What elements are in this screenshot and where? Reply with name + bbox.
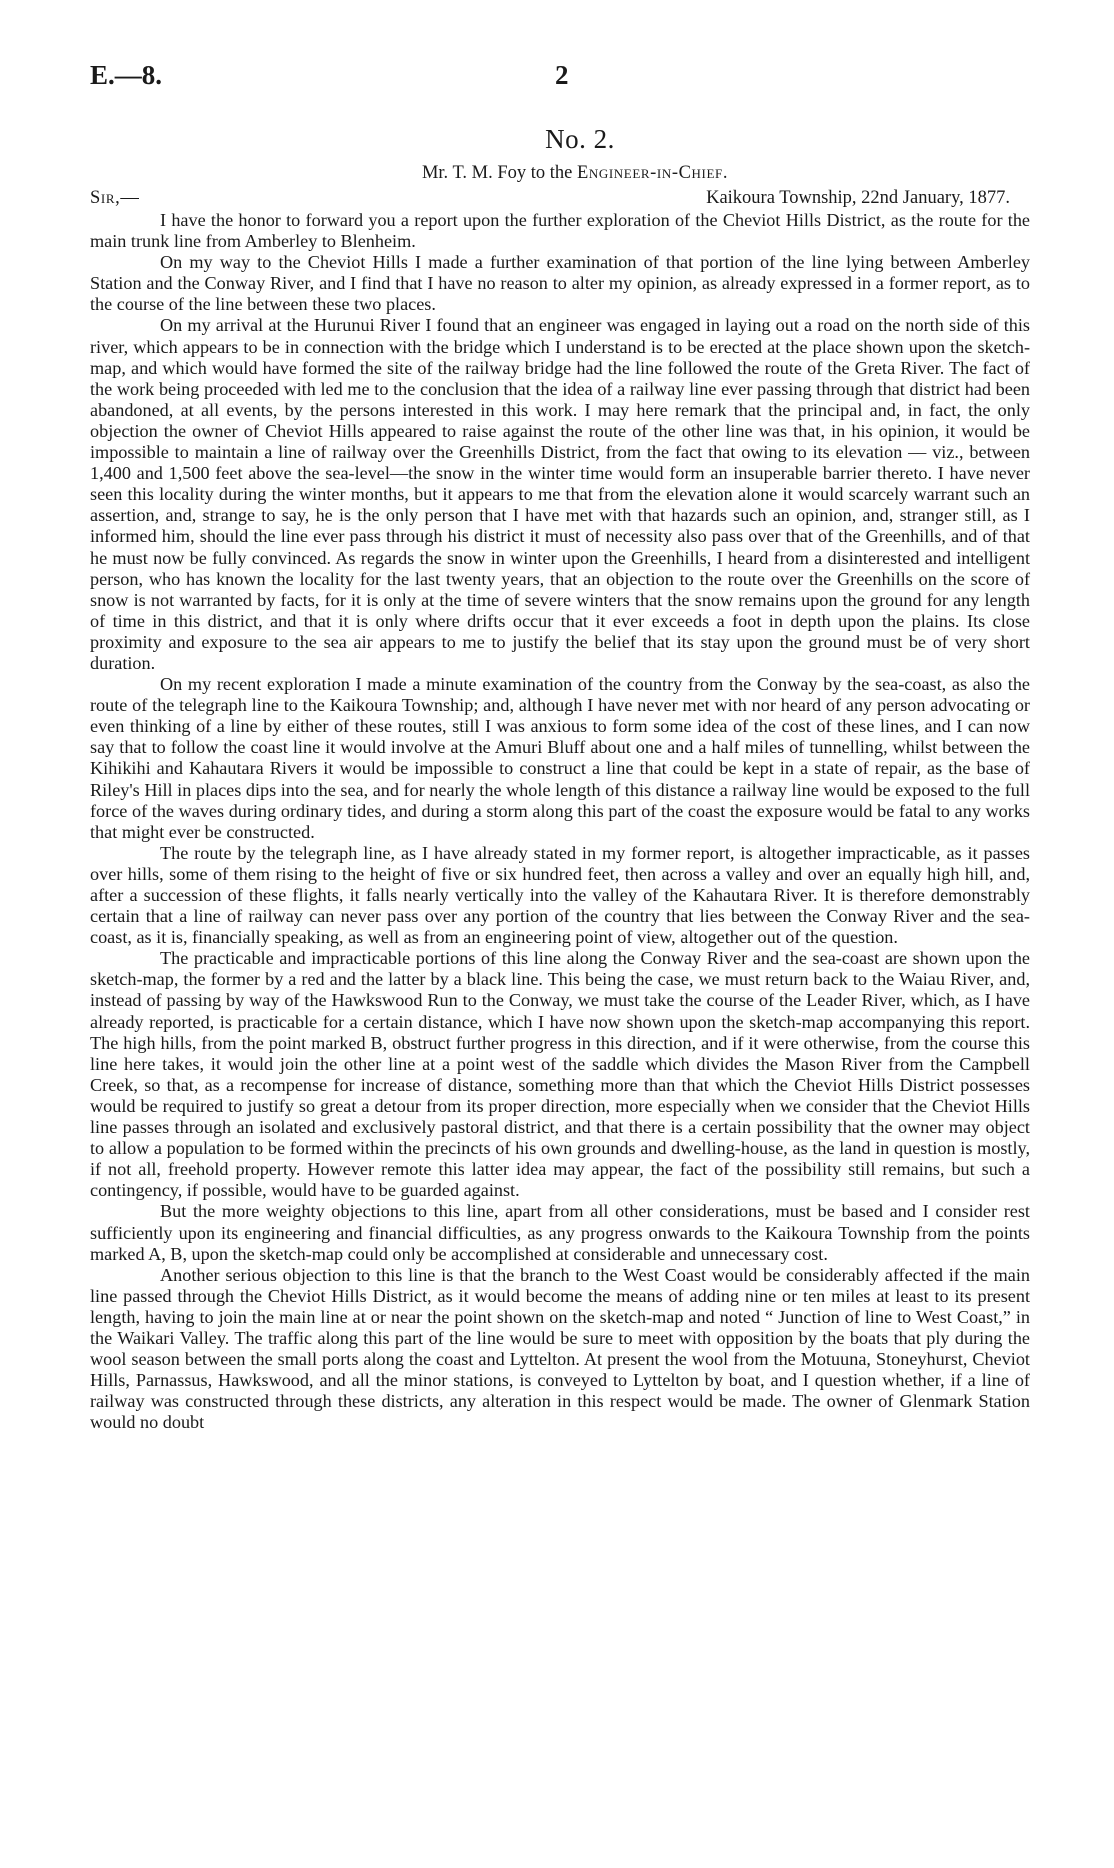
- paragraph: The practicable and impracticable portions of this line along the Conway River and the sea-coast are shown upon the sketch-map, the former by a red and the latter by a black line. This being the case, we must return back to the Waiau River, and, instead of passing by way of the Hawkswood Run to the Conway, we must take the course of the Leader River, which, as I have already reported, is practicable for a certain distance, which I have now shown upon the sketch-map accompanying this report. The high hills, from the point marked B, obstruct further progress in this direction, and if it were otherwise, from the course this line here takes, it would join the other line at a point west of the saddle which divides the Mason River from the Campbell Creek, so that, as a recompense for increase of distance, something more than that which the Cheviot Hills District possesses would be required to justify so great a detour from its proper direction, more especially when we consider that the Cheviot Hills line passes through an isolated and exclusively pastoral district, and that there is a certain possibility that the owner may object to allow a population to be formed within the precincts of his own grounds and dwelling-house, as the land in question is mostly, if not all, freehold property. However remote this latter idea may appear, the fact of the possibility still remains, but such a contingency, if possible, would have to be guarded against.: [90, 948, 1030, 1201]
- page-number: 2: [555, 60, 569, 90]
- letter-body: [90, 210, 1030, 1433]
- paragraph: On my arrival at the Hurunui River I found that an engineer was engaged in laying out a road on the north side of this river, which appears to be in connection with the bridge which I understand is to be erected at the place shown upon the sketch-map, and which would have formed the site of the railway bridge had the line followed the route of the Greta River. The fact of the work being proceeded with led me to the conclusion that the idea of a railway line ever passing through that district had been abandoned, at all events, by the persons interested in this work. I may here remark that the principal and, in fact, the only objection the owner of Cheviot Hills appeared to raise against the route of the other line was that, in his opinion, it would be impossible to maintain a line of railway over the Greenhills District, from the fact that owing to its elevation — viz., between 1,400 and 1,500 feet above the sea-level—the snow in the winter time would form an insuperable barrier thereto. I have never seen this locality during the winter months, but it appears to me that from the elevation alone it would scarcely warrant such an assertion, and, strange to say, he is the only person that I have met with that hazards such an opinion, and, stranger still, as I informed him, should the line ever pass through his district it must of necessity also pass over that of the Greenhills, and of that he must now be fully convinced. As regards the snow in winter upon the Greenhills, I heard from a disinterested and intelligent person, who has known the locality for the last twenty years, that an objection to the route over the Greenhills on the score of snow is not warranted by facts, for it is only at the time of severe winters that the snow remains upon the ground for any length of time in this district, and that it is only where drifts occur that it ever exceeds a foot in depth upon the plains. Its close proximity and exposure to the sea air appears to me to justify the belief that its stay upon the ground must be of very short duration.: [90, 315, 1030, 673]
- dateline: Kaikoura Township, 22nd January, 1877.: [706, 188, 1010, 208]
- letter-heading: [120, 163, 1030, 184]
- paragraph: On my way to the Cheviot Hills I made a further examination of that portion of the line lying between Amberley Station and the Conway River, and I find that I have no reason to alter my opinion, as already expressed in a former report, as to the course of the line between these two places.: [90, 252, 1030, 315]
- paragraph: On my recent exploration I made a minute examination of the country from the Conway by the sea-coast, as also the route of the telegraph line to the Kaikoura Township; and, although I have never met with nor heard of any person advocating or even thinking of a line by either of these routes, still I was anxious to form some idea of the cost of these lines, and I can now say that to follow the coast line it would involve at the Amuri Bluff about one and a half miles of tunnelling, whilst between the Kihikihi and Kahautara Rivers it would be impossible to construct a line that could be kept in a state of repair, as the base of Riley's Hill in places dips into the sea, and for nearly the whole length of this distance a railway line would be exposed to the full force of the waves during ordinary tides, and during a storm along this part of the coast the exposure would be fatal to any works that might ever be constructed.: [90, 674, 1030, 842]
- letter-recipient: Engineer-in-Chief.: [577, 163, 729, 183]
- document-reference: E.—8.: [90, 60, 163, 90]
- paragraph: The route by the telegraph line, as I have already stated in my former report, is altogether impracticable, as it passes over hills, some of them rising to the height of five or six hundred feet, then across a valley and over an equally high hill, and, after a succession of these flights, it falls nearly vertically into the valley of the Kahautara River. It is therefore demonstrably certain that a line of railway can never pass over any portion of the country that lies between the Conway River and the sea-coast, as it is, financially speaking, as well as from an engineering point of view, altogether out of the question.: [90, 842, 1030, 948]
- salutation: Sir,—: [90, 188, 140, 208]
- paragraph: I have the honor to forward you a report upon the further exploration of the Cheviot Hills District, as the route for the main trunk line from Amberley to Blenheim.: [90, 210, 1030, 252]
- letter-to-prefix: to the: [530, 163, 573, 183]
- letter-sender: Mr. T. M. Foy: [421, 163, 527, 183]
- salutation-row: [90, 188, 1030, 210]
- document-page: [90, 60, 1030, 1433]
- paragraph: Another serious objection to this line is that the branch to the West Coast would be considerably affected if the main line passed through the Cheviot Hills District, as it would become the means of adding nine or ten miles at least to its present length, having to join the main line at or near the point shown on the sketch-map and noted “ Junction of line to West Coast,” in the Waikari Valley. The traffic along this part of the line would be sure to meet with opposition by the boats that ply during the wool season between the small ports along the coast and Lyttelton. At present the wool from the Motuuna, Stoneyhurst, Cheviot Hills, Parnassus, Hawkswood, and all the minor stations, is conveyed to Lyttelton by boat, and I question whether, if a line of railway was constructed through these districts, any alteration in this respect would be made. The owner of Glenmark Station would no doubt: [90, 1264, 1030, 1433]
- letter-number: No. 2.: [545, 124, 615, 154]
- paragraph: But the more weighty objections to this line, apart from all other considerations, must be based and I consider rest sufficiently upon its engineering and financial difficulties, as any progress onwards to the Kaikoura Township from the points marked A, B, upon the sketch-map could only be accomplished at considerable and unnecessary cost.: [90, 1201, 1030, 1264]
- page-header: [90, 60, 1030, 100]
